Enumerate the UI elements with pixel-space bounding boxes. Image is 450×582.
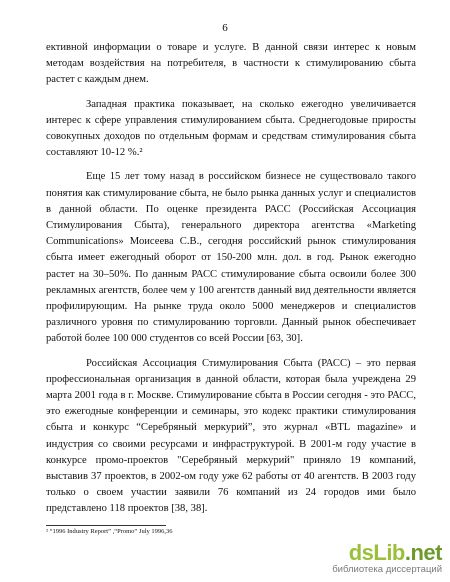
paragraph-3: Еще 15 лет тому назад в российском бизнесе не существовало такого понятия как стимулирование сбыта, не было рынка данных услуг и специалистов в данной области. По оценке президента РАСС (Российская Ассоциация Стимулирования Сбыта), генерального директора агентства «Marketing Communications» Моисеева С.В., сегодня российский рынок стимулирования сбыта имеет ежегодный оборот от 150-200 млн. дол. в год. Рынок ежегодно растет на 30–50%. По данным РАСС стимулирование сбыта освоили более 300 рекламных агентств, более чем у 100 агентств данный вид деятельности является профилирующим. На рынке труда около 5000 менеджеров и специалистов различного уровня по стимулированию торговли. Данный рынок обеспечивает работой более 100 000 студентов со всей России [63, 30]. — [46, 171, 416, 345]
watermark — [322, 540, 442, 576]
footnote-divider — [46, 525, 166, 526]
watermark-subtitle: библиотека диссертаций — [332, 564, 442, 575]
footnote: ² “1996 Industry Report” ,“Promo” July 1996,36 — [46, 528, 173, 535]
body-text — [46, 40, 416, 518]
paragraph-1: ективной информации о товаре и услуге. В данной связи интерес к новым методам воздействия на потребителя, в частности к стимулированию сбыта растет с каждым днем. — [46, 42, 416, 86]
page-number: 6 — [222, 22, 228, 34]
paragraph-2: Западная практика показывает, на сколько ежегодно увеличивается интерес к сфере управления стимулированием сбыта. Среднегодовые приросты совокупных доходов по отдельным формам и средствам стимулирования сбыта составляют 10-12 %.² — [46, 98, 416, 159]
watermark-logo-main: dsLib — [348, 540, 405, 565]
paragraph-4: Российская Ассоциация Стимулирования Сбыта (РАСС) – это первая профессиональная организация в данной области, которая была учреждена 29 марта 2001 года в г. Москве. Стимулирование сбыта в России сегодня - это РАСС, это ежегодные конференции и семинары, это кодекс практики стимулирования сбыта и конкурс “Серебряный меркурий”, это журнал «BTL magazine» и индустрия со своими ресурсами и инфраструктурой. В 2001-м году участие в конкурсе промо-проектов "Серебряный меркурий" приняло 19 компаний, выставив 37 проектов, в 2002-ом году уже 62 работы от 40 агентств. В 2003 году только о своем участии заявили 76 компаний из 24 городов ими было представлено 118 проектов [38, 38]. — [46, 357, 416, 515]
watermark-logo-tld: .net — [404, 540, 442, 565]
watermark-logo — [349, 540, 442, 566]
